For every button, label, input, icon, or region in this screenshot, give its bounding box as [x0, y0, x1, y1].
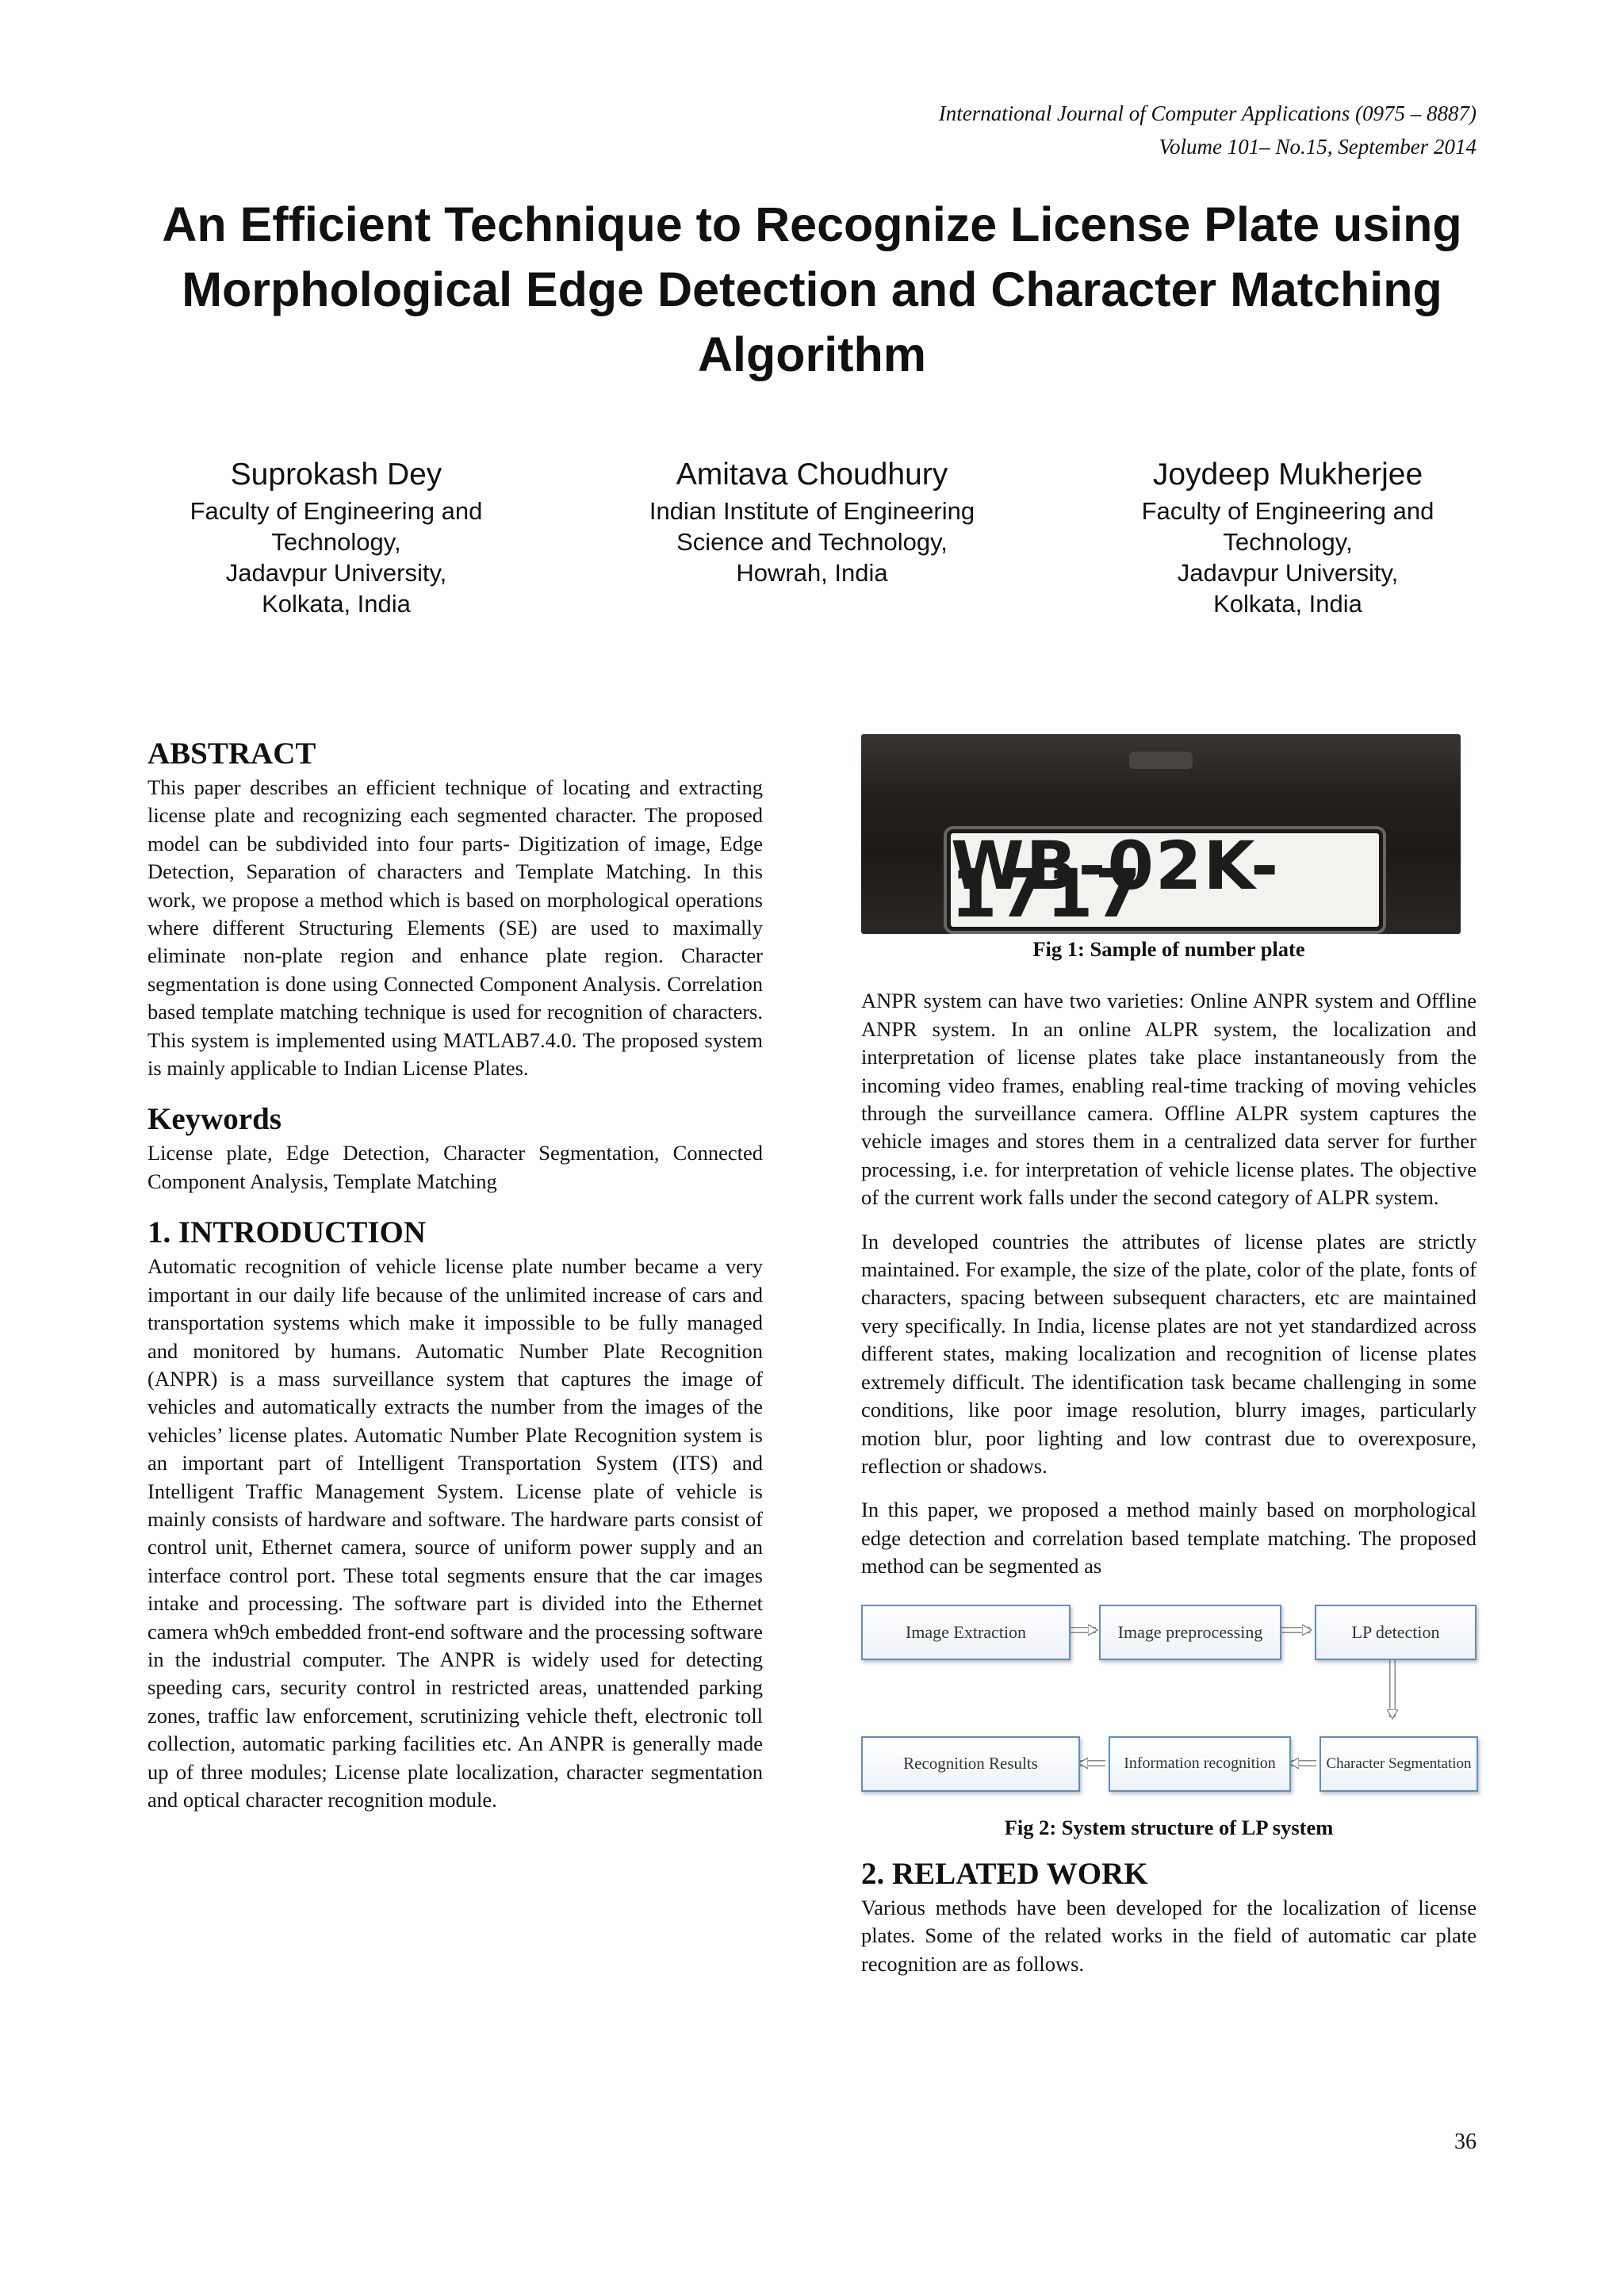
figure-1-caption: Fig 1: Sample of number plate — [1032, 937, 1305, 961]
author-name: Amitava Choudhury — [676, 457, 948, 492]
author-affiliation-line: Faculty of Engineering and — [1141, 497, 1434, 525]
title-line: Morphological Edge Detection and Character Matching — [182, 262, 1442, 316]
related-work-text: Various methods have been developed for the localization of license plates. Some of the related works in the field of automatic car plate recognition are as follows. — [861, 1895, 1477, 1976]
flow-box-image-preprocessing: Image preprocessing — [1099, 1605, 1281, 1660]
journal-name: International Journal of Computer Applications (0975 – 8887) — [938, 101, 1477, 125]
system-flow-diagram — [853, 1598, 1480, 1809]
author-affiliation-line: Howrah, India — [736, 559, 888, 587]
body-paragraph: In this paper, we proposed a method mainly based on morphological edge detection and correlation based template matching. The proposed method can be segmented as — [861, 1498, 1477, 1578]
abstract-text: This paper describes an efficient technique of locating and extracting license plate and recognizing each segmented character. The proposed model can be subdivided into four parts- Digitization of image, Edge Detection, Separation of characters and Template Matching. In this work, we propose a method which is based on morphological operations where different Structuring Elements (SE) are used to maximally eliminate non-plate region and enhance plate region. Character segmentation is done using Connected Component Analysis. Correlation based template matching technique is used for recognition of characters. This system is implemented using MATLAB7.4.0. The proposed system is mainly applicable to Indian License Plates. — [147, 775, 763, 1081]
author-affiliation-line: Indian Institute of Engineering — [649, 497, 975, 525]
plate-text: WB-02K-1717 — [951, 826, 1281, 932]
number-plate-photo — [861, 734, 1461, 934]
author-affiliation-line: Technology, — [271, 528, 401, 556]
introduction-heading: 1. INTRODUCTION — [147, 1215, 427, 1250]
flow-box-recognition-results: Recognition Results — [861, 1736, 1080, 1792]
title-line: An Efficient Technique to Recognize License Plate using — [162, 197, 1462, 251]
journal-header — [939, 97, 1477, 163]
introduction-text: Automatic recognition of vehicle license plate number became a very important in our daily life because of the unlimited increase of cars and transportation systems which make it impossible to be fully managed and monitored by humans. Automatic Number Plate Recognition (ANPR) is a mass surveillance system that captures the image of vehicles and automatically extracts the number from the images of the vehicles’ license plates. Automatic Number Plate Recognition system is an important part of Intelligent Transportation System (ITS) and Intelligent Traffic Management System. License plate of vehicle is mainly consists of hardware and software. The hardware parts consist of control unit, Ethernet camera, source of uniform power supply and an interface control port. These total segments ensure that the car images intake and processing. The software part is divided into the Ethernet camera wh9ch embedded front-end software and the processing software in the industrial computer. The ANPR is widely used for detecting speeding cars, security control in restricted areas, unattended parking zones, traffic law enforcement, scrutinizing vehicle theft, electronic toll collection, automatic parking facilities etc. An ANPR is generally made up of three modules; License plate localization, character segmentation and optical character recognition module. — [147, 1254, 763, 1812]
author-affiliation-line: Technology, — [1223, 528, 1353, 556]
paper-title — [127, 192, 1497, 387]
abstract-heading: ABSTRACT — [147, 737, 316, 771]
keywords-text: License plate, Edge Detection, Character Segmentation, Connected Component Analysis, Template Matching — [147, 1141, 763, 1193]
figure-2-caption: Fig 2: System structure of LP system — [1004, 1815, 1334, 1839]
title-line: Algorithm — [697, 327, 927, 381]
left-column — [147, 734, 763, 1814]
right-column — [861, 734, 1477, 1978]
author-affiliation-line: Kolkata, India — [1213, 590, 1362, 618]
flow-box-information-recognition: Information recognition — [1109, 1736, 1291, 1792]
keywords-heading: Keywords — [147, 1102, 282, 1137]
journal-volume: Volume 101– No.15, September 2014 — [1159, 135, 1477, 159]
flow-box-lp-detection: LP detection — [1315, 1605, 1477, 1660]
license-plate — [947, 826, 1383, 932]
bumper-detail — [1129, 752, 1193, 769]
author-affiliation-line: Science and Technology, — [676, 528, 948, 556]
author-affiliation-line: Jadavpur University, — [225, 559, 447, 587]
body-paragraph: ANPR system can have two varieties: Online ANPR system and Offline ANPR system. In an online ALPR system, the localization and interpretation of license plates take place instantaneously from the incoming video frames, enabling real-time tracking of moving vehicles through the surveillance camera. Offline ALPR system captures the vehicle images and stores them in a centralized data server for further processing, i.e. for interpretation of vehicle license plates. The objective of the current work falls under the second category of ALPR system. — [861, 989, 1477, 1210]
page-number: 36 — [1454, 2130, 1477, 2154]
flow-box-character-segmentation: Character Segmentation — [1320, 1736, 1478, 1792]
author-block — [1066, 455, 1510, 619]
author-name: Joydeep Mukherjee — [1152, 457, 1423, 492]
author-affiliation-line: Jadavpur University, — [1177, 559, 1399, 587]
author-block — [590, 455, 1034, 588]
flow-box-image-extraction: Image Extraction — [861, 1605, 1071, 1660]
body-paragraph: In developed countries the attributes of license plates are strictly maintained. For example, the size of the plate, color of the plate, fonts of characters, spacing between subsequent characters, etc are maintained very specifically. In India, license plates are not yet standardized across different states, making localization and recognition of license plates extremely difficult. The identification task became challenging in some conditions, like poor image resolution, blurry images, particularly motion blur, poor lighting and low contrast due to overexposure, reflection or shadows. — [861, 1229, 1477, 1478]
related-work-heading: 2. RELATED WORK — [861, 1856, 1148, 1891]
author-name: Suprokash Dey — [230, 457, 442, 492]
author-affiliation-line: Kolkata, India — [262, 590, 411, 618]
author-block — [114, 455, 558, 619]
author-affiliation-line: Faculty of Engineering and — [190, 497, 483, 525]
